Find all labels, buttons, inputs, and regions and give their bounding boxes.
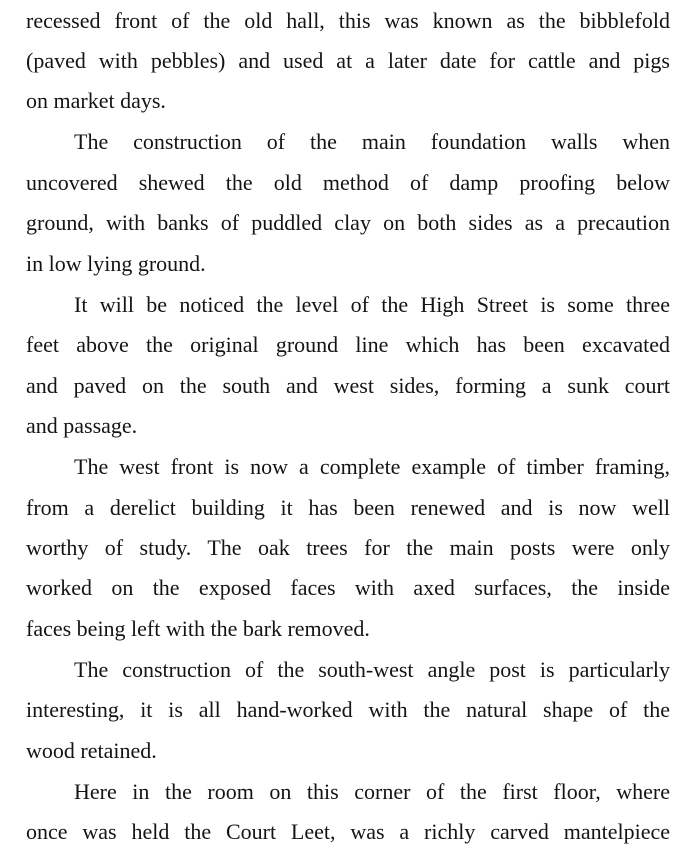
text-line: and paved on the south and west sides, forming a sunk court bbox=[26, 373, 670, 398]
text-line: The construction of the south-west angle post is particularly bbox=[74, 657, 670, 682]
text-line: once was held the Court Leet, was a richly carved mantelpiece bbox=[26, 819, 670, 844]
text-line: in low lying ground. bbox=[26, 251, 206, 276]
text-line: Here in the room on this corner of the first floor, where bbox=[74, 779, 670, 804]
text-line: It will be noticed the level of the High Street is some three bbox=[74, 292, 670, 317]
text-line: on market days. bbox=[26, 88, 166, 113]
text-line: wood retained. bbox=[26, 738, 157, 763]
text-line: ground, with banks of puddled clay on both sides as a precaution bbox=[26, 210, 670, 235]
text-line: from a derelict building it has been renewed and is now well bbox=[26, 495, 670, 520]
text-line: The west front is now a complete example of timber framing, bbox=[74, 454, 670, 479]
text-line: feet above the original ground line which has been excavated bbox=[26, 332, 670, 357]
text-line: recessed front of the old hall, this was known as the bibblefold bbox=[26, 8, 670, 33]
text-line: faces being left with the bark removed. bbox=[26, 616, 370, 641]
text-line: The construction of the main foundation walls when bbox=[74, 129, 670, 154]
text-line: and passage. bbox=[26, 413, 138, 438]
text-line: (paved with pebbles) and used at a later date for cattle and pigs bbox=[26, 48, 670, 73]
text-line: worked on the exposed faces with axed surfaces, the inside bbox=[26, 575, 670, 600]
text-line: interesting, it is all hand-worked with the natural shape of the bbox=[26, 697, 670, 722]
text-line: worthy of study. The oak trees for the main posts were only bbox=[26, 535, 670, 560]
text-line: uncovered shewed the old method of damp proofing below bbox=[26, 170, 670, 195]
